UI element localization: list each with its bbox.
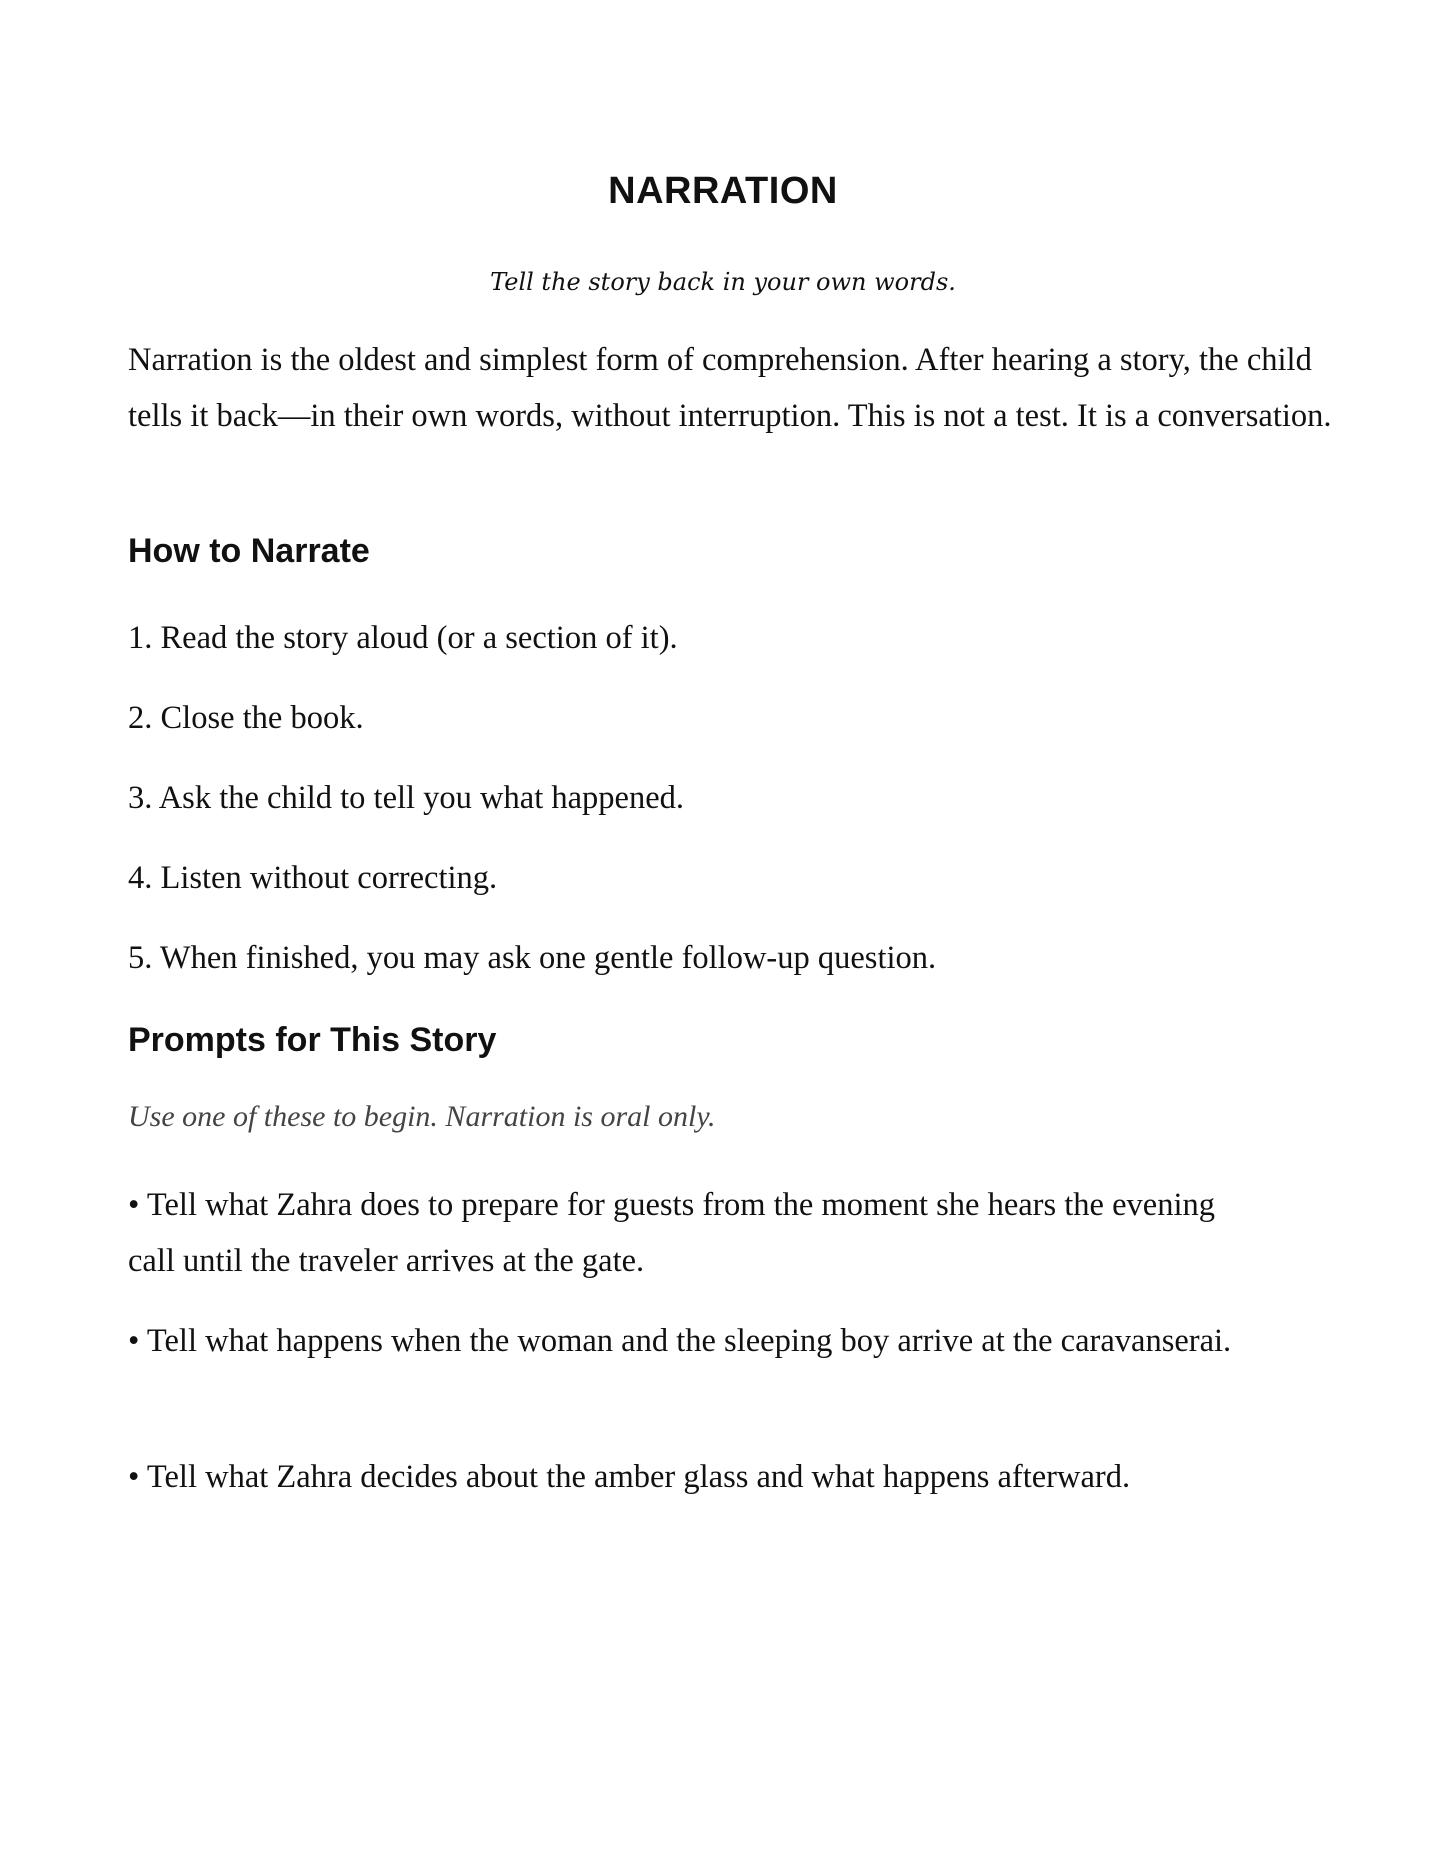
step-item: 5. When finished, you may ask one gentle follow-up question.	[128, 940, 937, 976]
page-subtitle: Tell the story back in your own words.	[490, 268, 956, 296]
step-item: 3. Ask the child to tell you what happened.	[128, 780, 685, 816]
step-item: 4. Listen without correcting.	[128, 860, 498, 896]
prompt-item: • Tell what Zahra decides about the amber glass and what happens afterward.	[128, 1459, 1131, 1495]
prompt-item: • Tell what Zahra does to prepare for guests from the moment she hears the evening call until the traveler arrives at the gate.	[128, 1187, 1215, 1279]
document-page	[128, 0, 1332, 1870]
step-item: 1. Read the story aloud (or a section of it).	[128, 620, 678, 656]
intro-paragraph: Narration is the oldest and simplest form of comprehension. After hearing a story, the child tells it back—in their own words, without interruption. This is not a test. It is a conversation.	[128, 342, 1332, 434]
prompts-heading: Prompts for This Story	[128, 1021, 497, 1059]
how-to-narrate-heading: How to Narrate	[128, 532, 370, 570]
step-item: 2. Close the book.	[128, 700, 364, 736]
page-title: NARRATION	[608, 170, 838, 212]
prompts-note: Use one of these to begin. Narration is oral only.	[128, 1100, 716, 1133]
prompt-item: • Tell what happens when the woman and the sleeping boy arrive at the caravanserai.	[128, 1323, 1232, 1359]
